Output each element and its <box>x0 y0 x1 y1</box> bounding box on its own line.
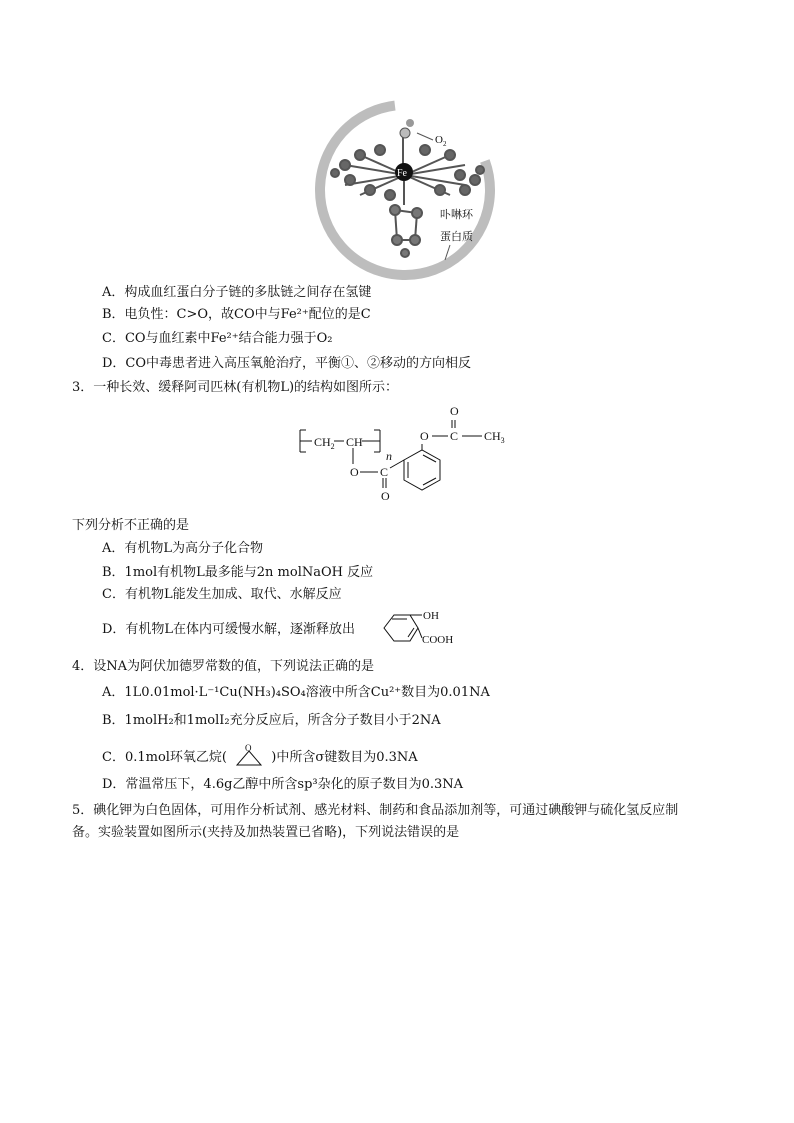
epoxyethane-icon <box>231 743 267 767</box>
q4-option-a: A．1L0.01mol·L⁻¹Cu(NH₃)₄SO₄溶液中所含Cu²⁺数目为0.01NA <box>102 685 490 700</box>
svg-text:C: C <box>450 429 459 443</box>
q4-option-c-prefix: C．0.1mol环氧乙烷( <box>102 750 228 765</box>
q4-option-d: D．常温常压下，4.6g乙醇中所含sp³杂化的原子数目为0.3NA <box>102 777 464 792</box>
svg-text:C: C <box>380 465 389 479</box>
q3-option-c: C．有机物L能发生加成、取代、水解反应 <box>102 587 342 602</box>
q2-option-a: A．构成血红蛋白分子链的多肽链之间存在氢键 <box>102 285 372 300</box>
svg-text:O: O <box>450 404 459 418</box>
q2-option-c: C．CO与血红素中Fe²⁺结合能力强于O₂ <box>102 331 333 346</box>
q4-option-c-suffix: )中所含σ键数目为0.3NA <box>271 750 418 765</box>
q3-stem: 3．一种长效、缓释阿司匹林(有机物L)的结构如图所示： <box>72 380 399 395</box>
q5-line2: 备。实验装置如图所示(夹持及加热装置已省略)，下列说法错误的是 <box>72 825 460 840</box>
svg-text:n: n <box>386 449 392 463</box>
q5-line1: 5．碘化钾为白色固体，可用作分析试剂、感光材料、制药和食品添加剂等，可通过碘酸钾与硫化氢反应制 <box>72 803 679 818</box>
q3-option-d: D．有机物L在体内可缓慢水解，逐渐释放出 <box>102 622 356 637</box>
q2-option-b: B．电负性：C>O，故CO中与Fe²⁺配位的是C <box>102 307 371 322</box>
q3-prompt: 下列分析不正确的是 <box>72 518 190 533</box>
svg-text:O: O <box>245 743 252 753</box>
svg-text:O: O <box>420 429 429 443</box>
fe-label: Fe <box>397 168 407 179</box>
q4-option-b: B．1molH₂和1molI₂充分反应后，所含分子数目小于2NA <box>102 713 441 728</box>
svg-text:O: O <box>350 465 359 479</box>
svg-text:COOH: COOH <box>422 634 454 646</box>
q2-option-d: D．CO中毒患者进入高压氧舱治疗，平衡①、②移动的方向相反 <box>102 356 472 371</box>
porphyrin-label: 卟啉环 <box>440 209 473 221</box>
q4-stem: 4．设NA为阿伏加德罗常数的值，下列说法正确的是 <box>72 659 375 674</box>
svg-text:CH2: $CH_2$ <box>314 435 335 451</box>
q3-option-a: A．有机物L为高分子化合物 <box>102 541 264 556</box>
q3-option-b: B．1mol有机物L最多能与2n molNaOH 反应 <box>102 565 374 580</box>
salicylic-acid-structure <box>378 608 468 650</box>
svg-text:CH: CH <box>346 435 363 449</box>
svg-text:CH3: $CH_3$ <box>484 429 505 445</box>
svg-text:OH: OH <box>423 610 439 622</box>
o2-label: $O_2$ <box>435 134 447 148</box>
aspirin-polymer-structure <box>292 400 522 510</box>
heme-figure <box>305 95 505 280</box>
q4-option-c <box>102 743 418 768</box>
svg-text:O: O <box>381 489 390 503</box>
protein-label: 蛋白质 <box>440 231 473 243</box>
